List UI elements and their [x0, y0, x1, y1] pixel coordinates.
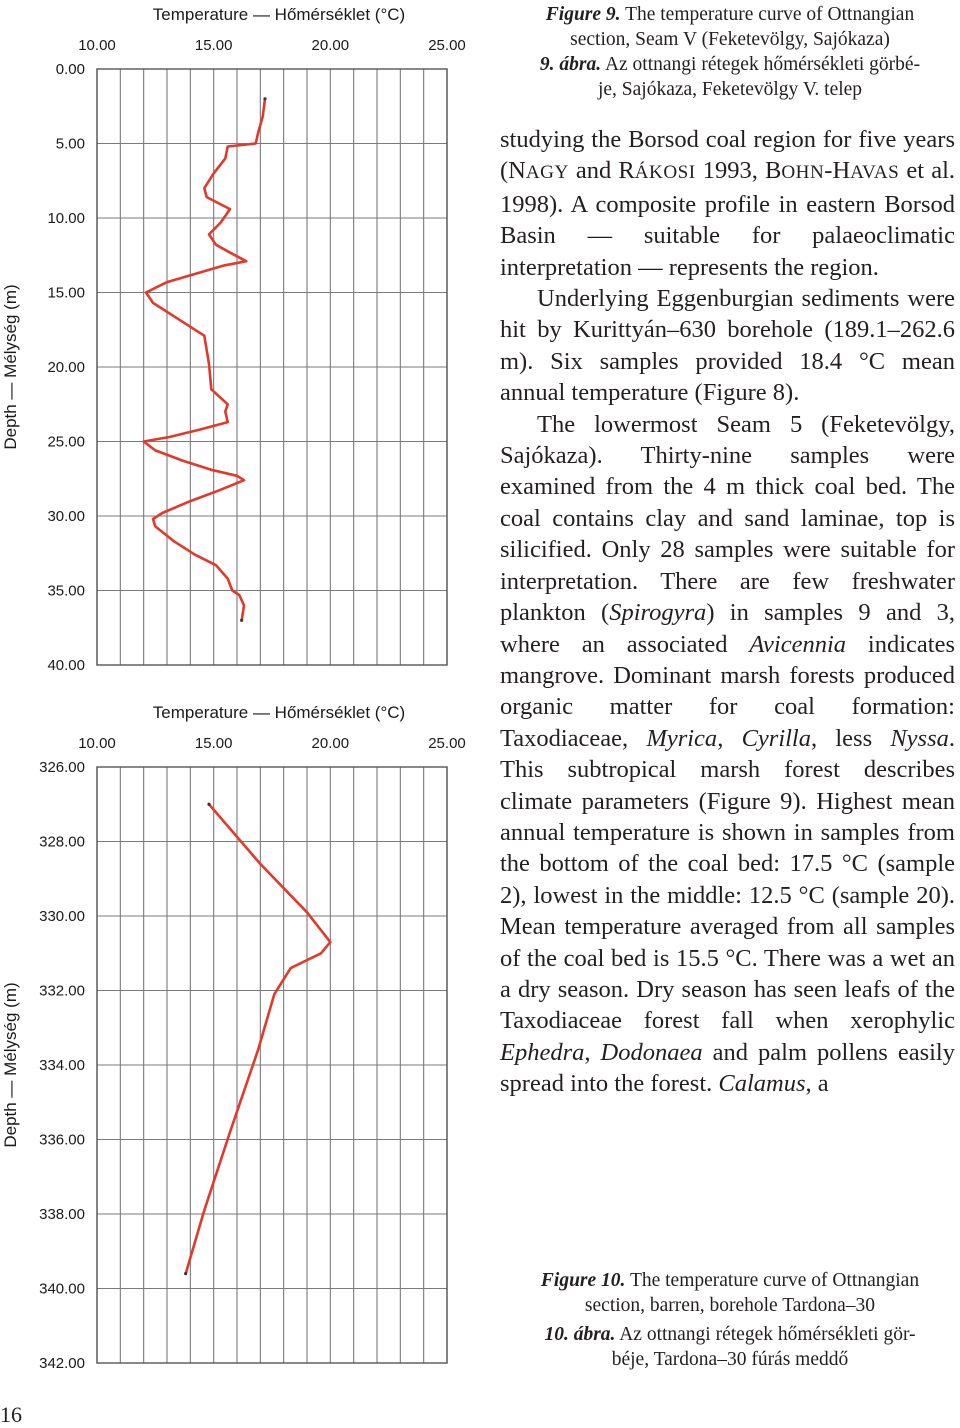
figure-9-temperature-line	[144, 99, 265, 621]
taxon-ephedra: Ephedra	[500, 1038, 585, 1066]
figure-10-caption-text-1: The temperature curve of Ottnangian	[625, 1270, 920, 1291]
y-tick-label: 35.00	[47, 582, 85, 600]
author-bohn-rest: OHN	[781, 162, 825, 184]
figure-9-grid	[97, 69, 447, 665]
figure-10-svg	[0, 698, 480, 1388]
line-endpoint	[207, 803, 210, 806]
p3-text-f: , a	[805, 1070, 829, 1098]
author-nagy-rest: AGY	[525, 162, 569, 184]
p3-text-b: ) in samples 9 and 3, where an associated	[500, 599, 955, 658]
figure-10-chart	[0, 698, 480, 1388]
figure-10-caption	[500, 1268, 960, 1372]
line-endpoint	[240, 619, 243, 622]
y-tick-label: 326.00	[39, 759, 85, 776]
p3-text-e: and palm pollens easily spread into the forest.	[500, 1038, 955, 1098]
figure-9-caption-line-2: section, Seam V (Feketevölgy, Sajókaza)	[570, 29, 890, 50]
figure-9-caption	[505, 2, 955, 102]
y-tick-label: 40.00	[47, 657, 85, 674]
figure-9-y-ticks	[47, 61, 85, 674]
line-endpoint	[263, 97, 266, 100]
y-tick-label: 338.00	[39, 1206, 85, 1223]
x-tick-label: 10.00	[78, 735, 116, 752]
y-tick-label: 5.00	[55, 135, 85, 153]
p3-less: , less	[810, 724, 891, 752]
figure-9-svg	[0, 0, 480, 690]
author-bohn-initial: B	[765, 157, 782, 185]
y-tick-label: 20.00	[47, 359, 85, 376]
taxon-dodonaea: Dodonaea	[600, 1038, 703, 1066]
author-havas-rest: AVAS	[850, 162, 900, 184]
figure-10-caption-hu-line-2: béje, Tardona–30 fúrás meddő	[611, 1349, 849, 1370]
figure-10-caption-line-1	[500, 1268, 960, 1293]
figure-9-x-title: Temperature — Hőmérséklet (°C)	[152, 5, 406, 24]
figure-9-x-ticks	[78, 37, 466, 54]
figure-10-temperature-line	[186, 804, 331, 1273]
paragraph-3	[500, 409, 955, 1100]
figure-10-y-title: Depth — Mélység (m)	[1, 982, 20, 1148]
x-tick-label: 25.00	[428, 735, 466, 752]
x-tick-label: 15.00	[194, 735, 233, 752]
paragraph-1	[500, 124, 955, 283]
figure-10-grid	[97, 767, 447, 1363]
y-tick-label: 342.00	[39, 1355, 85, 1372]
figure-9-caption-text-1: The temperature curve of Ottnangian	[620, 4, 915, 25]
taxon-spirogyra: Spirogyra	[609, 599, 707, 627]
x-tick-label: 10.00	[78, 37, 116, 54]
figure-9-hu-label: 9. ábra.	[539, 54, 602, 75]
y-tick-label: 328.00	[39, 833, 85, 851]
y-tick-label: 334.00	[39, 1057, 85, 1074]
y-tick-label: 10.00	[47, 210, 85, 227]
figure-9-y-title: Depth — Mélység (m)	[1, 284, 20, 450]
figure-10-hu-label: 10. ábra.	[544, 1324, 616, 1345]
figure-10-label: Figure 10.	[540, 1270, 626, 1291]
taxon-avicennia: Avicennia	[749, 630, 847, 658]
p3-comma-1: ,	[717, 724, 742, 752]
page-number: 16	[0, 1402, 22, 1427]
figure-10-caption-hu-text-1: Az ottnangi rétegek hőmérsékleti gör-	[615, 1324, 916, 1345]
figure-9-caption-hu-line-2: je, Sajókaza, Feketevölgy V. telep	[597, 79, 863, 100]
author-havas-initial: H	[832, 157, 851, 185]
p1-text-c: 1993,	[695, 157, 766, 185]
taxon-myrica: Myrica	[646, 724, 718, 752]
line-endpoint	[184, 1272, 187, 1275]
y-tick-label: 30.00	[47, 508, 85, 525]
x-tick-label: 25.00	[428, 37, 466, 54]
taxon-nyssa: Nyssa	[890, 724, 949, 752]
paragraph-2: Underlying Eggenburgian sediments were hit by Kurittyán–630 borehole (189.1–262.6 m). Six samples provided 18.4 °C mean annual temperature (Figure 8).	[500, 285, 955, 407]
taxon-calamus: Calamus	[718, 1070, 806, 1098]
p3-text-a: The lowermost Seam 5 (Feketevölgy, Sajókaza). Thirty-nine samples were examined from the 4 m thick coal bed. The coal contains clay and sand laminae, top is silicified. Only 28 samples were suitable for interpretation. There are few freshwater plankton (	[500, 410, 955, 627]
figure-10-caption-hu-line-1	[500, 1322, 960, 1347]
figure-10-x-title: Temperature — Hőmérséklet (°C)	[152, 703, 406, 722]
figure-10-caption-line-2: section, barren, borehole Tardona–30	[584, 1295, 876, 1316]
figure-9-label: Figure 9.	[545, 4, 621, 25]
x-tick-label: 20.00	[311, 735, 350, 752]
p1-text-d: et al. 1998). A composite profile in eastern Borsod Basin — suitable for palaeoclimatic interpretation — represents the region.	[500, 157, 955, 281]
x-tick-label: 20.00	[311, 37, 350, 54]
y-tick-label: 0.00	[55, 61, 85, 78]
figure-10-x-ticks	[78, 735, 466, 752]
y-tick-label: 340.00	[39, 1280, 85, 1298]
y-tick-label: 25.00	[47, 433, 85, 451]
figure-10-y-ticks	[39, 759, 85, 1372]
y-tick-label: 330.00	[39, 908, 85, 925]
y-tick-label: 15.00	[47, 284, 85, 302]
figure-9-caption-hu-line-1	[505, 52, 955, 77]
author-dash: -	[824, 157, 833, 185]
author-nagy-initial: N	[508, 157, 526, 185]
figure-9-caption-hu-text-1: Az ottnangi rétegek hőmérsékleti görbé-	[601, 54, 921, 75]
p3-comma-2: ,	[584, 1038, 601, 1066]
figure-9-caption-line-1	[505, 2, 955, 27]
author-rakosi-rest: ÁKOSI	[634, 162, 696, 184]
x-tick-label: 15.00	[194, 37, 233, 54]
author-rakosi-initial: R	[618, 157, 635, 185]
p1-text-b: and	[568, 157, 619, 185]
p1-text-a: studying the Borsod coal region for five years (	[500, 126, 955, 185]
p3-text-c: indicates mangrove. Dominant marsh forests produced organic matter for coal formation: Taxodiaceae,	[500, 630, 956, 752]
figure-9-chart	[0, 0, 480, 690]
y-tick-label: 336.00	[39, 1131, 85, 1149]
taxon-cyrilla: Cyrilla	[741, 724, 811, 752]
p3-text-d: . This subtropical marsh forest describes climate parameters (Figure 9). Highest mean annual temperature is shown in samples from the bottom of the coal bed: 17.5 °C (sample 2), lowest in the middle: 12.5 °C (sample 20). Mean temperature averaged from all samples of the coal bed is 15.5 °C. There was a wet an a dry season. Dry season has seen leafs of the Taxodiaceae forest fall when xerophylic	[500, 724, 956, 1035]
y-tick-label: 332.00	[39, 982, 85, 1000]
body-text	[500, 124, 955, 1100]
